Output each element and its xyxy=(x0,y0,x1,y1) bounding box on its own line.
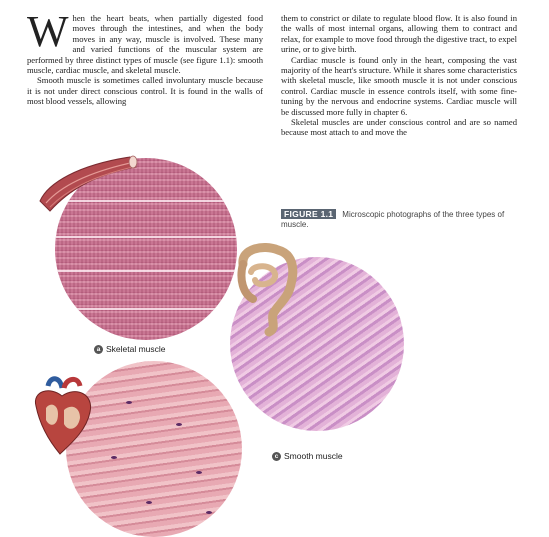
cell-nucleus xyxy=(206,511,212,514)
right-text-column xyxy=(281,13,517,138)
smooth-muscle-label-text: Smooth muscle xyxy=(284,451,343,461)
cell-nucleus xyxy=(111,456,117,459)
cell-nucleus xyxy=(176,423,182,426)
muscle-bundle-illustration xyxy=(38,153,138,213)
drop-cap: W xyxy=(27,7,69,56)
figure-tag: FIGURE 1.1 xyxy=(281,209,336,219)
fiber-boundary xyxy=(55,308,237,310)
cell-nucleus xyxy=(126,401,132,404)
continued-paragraph: them to constrict or dilate to regulate blood flow. It is also found in the walls of most internal organs, allowing them to contract and relax, for example to move food through the digestive tract, to expel urine, or to give birth. xyxy=(281,13,517,55)
intro-paragraph xyxy=(27,7,263,76)
cardiac-muscle-paragraph: Cardiac muscle is found only in the heart, composing the vast majority of the heart's structure. While it shares some characteristics with skeletal muscle, like smooth muscle it is not under conscious control. Cardiac muscle in essence controls itself, with some fine-tuning by the nervous and endocrine systems. Cardiac muscle will be discussed more fully in chapter 6. xyxy=(281,54,517,117)
figure-caption xyxy=(281,209,521,230)
heart-illustration xyxy=(28,376,98,456)
intro-paragraph-text: hen the heart beats, when partially digested food moves through the intestines, and when the body moves in any way, muscle is involved. These many and varied functions of the muscular system are performed by three distinct types of muscle (see figure 1.1): smooth muscle, cardiac muscle, and skeletal muscle. xyxy=(27,13,263,76)
smooth-muscle-label xyxy=(272,451,343,461)
label-marker-a: a xyxy=(94,345,103,354)
intestine-illustration xyxy=(233,244,303,334)
skeletal-muscle-label xyxy=(94,344,166,354)
left-text-column xyxy=(27,7,263,107)
skeletal-muscle-label-text: Skeletal muscle xyxy=(106,344,166,354)
figure-caption-text: Microscopic photographs of the three types of muscle. xyxy=(281,210,505,229)
cell-nucleus xyxy=(146,501,152,504)
fiber-boundary xyxy=(55,236,237,238)
skeletal-muscle-paragraph: Skeletal muscles are under conscious control and are so named because most attach to and move the xyxy=(281,117,517,138)
cell-nucleus xyxy=(196,471,202,474)
fiber-boundary xyxy=(55,270,237,272)
label-marker-c: c xyxy=(272,452,281,461)
smooth-muscle-paragraph: Smooth muscle is sometimes called involuntary muscle because it is not under direct conscious control. It is found in the walls of most blood vessels, allowing xyxy=(27,75,263,107)
